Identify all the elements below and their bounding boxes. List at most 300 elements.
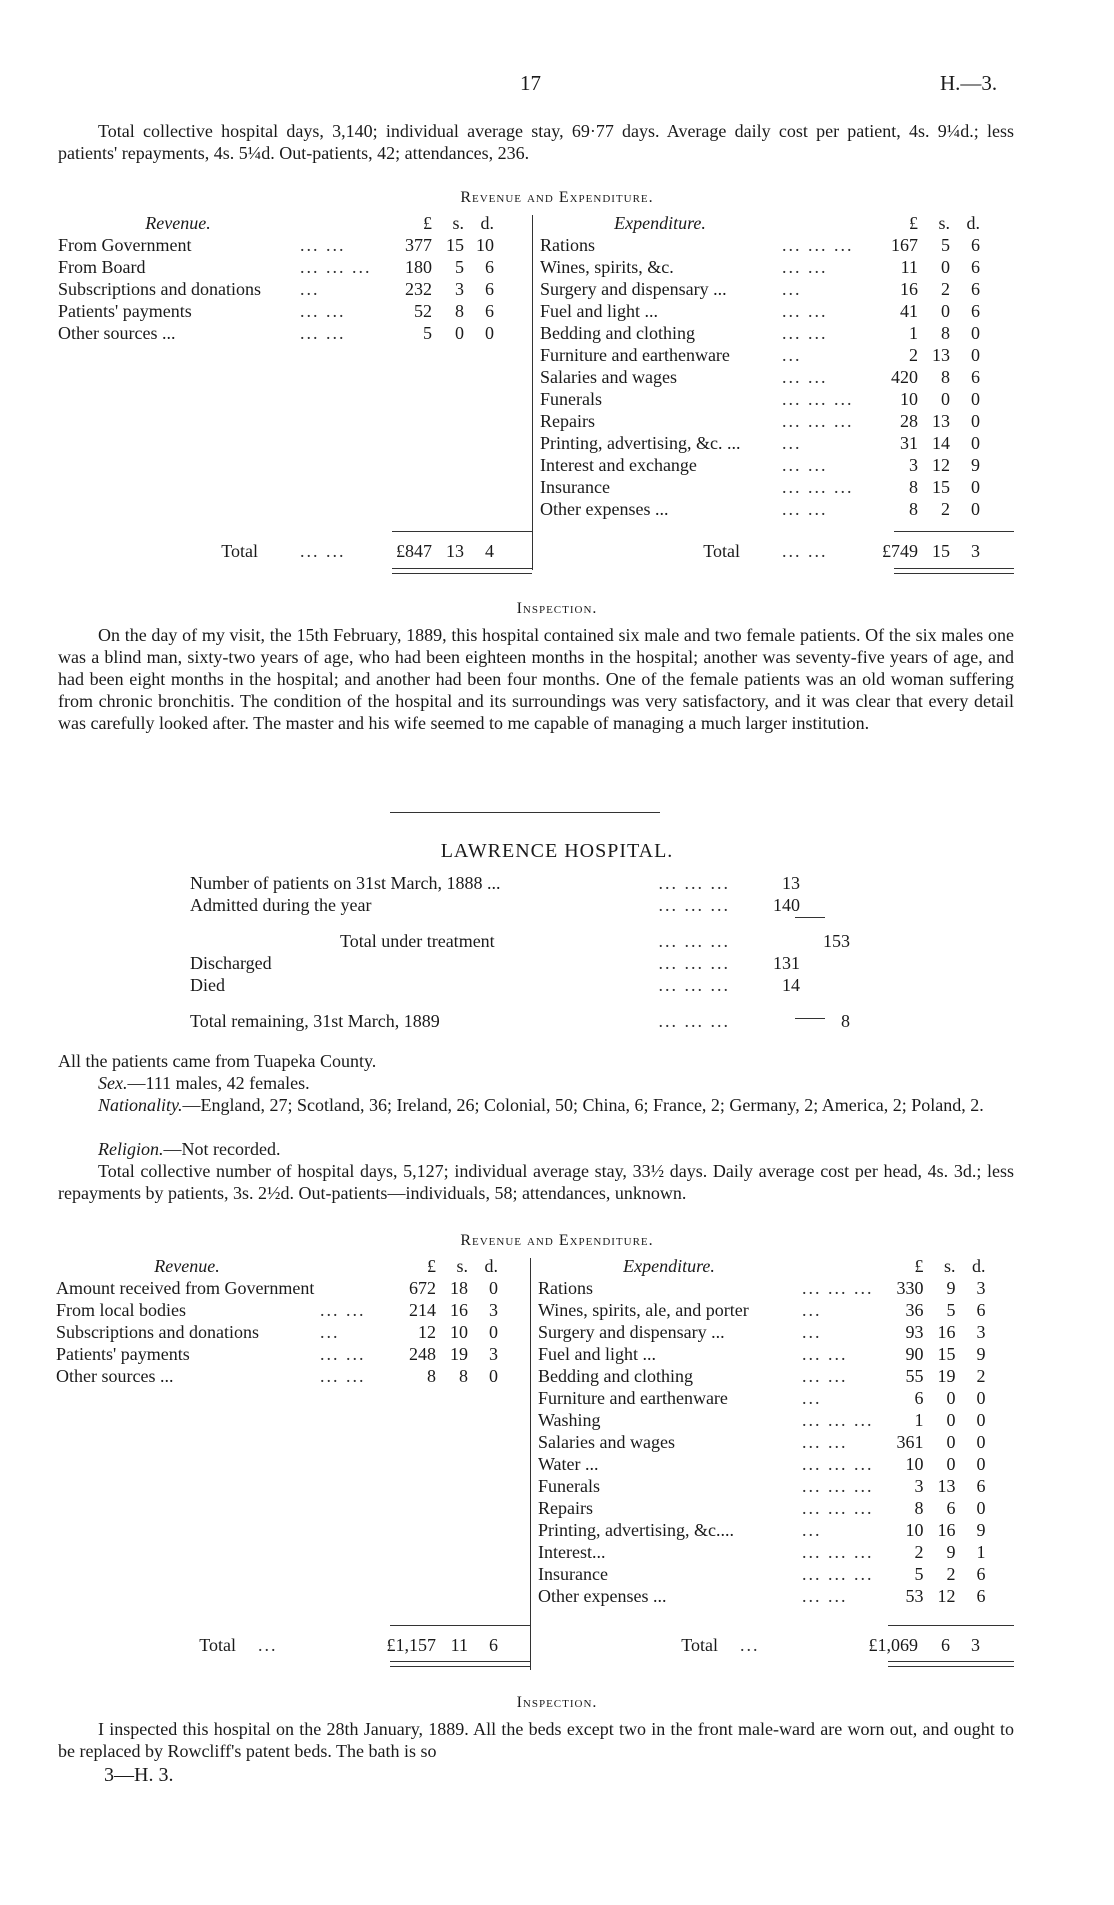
expenditure-header: Expenditure. — [623, 1256, 715, 1276]
expenditure-table-1 — [540, 212, 982, 520]
column-divider — [530, 1258, 531, 1670]
row-label: From Board — [58, 257, 146, 277]
shillings-value: 15 — [932, 477, 950, 497]
pence-value: 6 — [971, 257, 980, 277]
row-label: From local bodies — [56, 1300, 186, 1320]
stat-label: Admitted during the year — [190, 895, 372, 915]
religion-text: —Not recorded. — [163, 1139, 281, 1159]
row-label: Rations — [540, 235, 596, 255]
pence-value: 6 — [485, 279, 494, 299]
expenditure-row — [540, 476, 982, 498]
total-rule — [392, 531, 532, 532]
leader-dots: ... ... ... — [802, 1454, 874, 1474]
pounds-value: 10 — [900, 389, 918, 409]
total-label: Total — [703, 541, 740, 561]
patient-statistics — [190, 872, 850, 1032]
expenditure-row — [538, 1475, 988, 1497]
pounds-value: 248 — [409, 1344, 436, 1364]
row-label: Fuel and light ... — [538, 1344, 656, 1364]
pence-value: 0 — [485, 323, 494, 343]
leader-dots: ... ... ... — [658, 953, 730, 973]
shillings-value: 8 — [459, 1366, 468, 1386]
leader-dots: ... — [802, 1388, 822, 1408]
expenditure-row — [538, 1299, 988, 1321]
leader-dots: ... — [782, 345, 802, 365]
pence-value: 2 — [976, 1366, 986, 1386]
shillings-value: 16 — [937, 1520, 956, 1540]
shillings-value: 8 — [941, 323, 950, 343]
pounds-value: 10 — [905, 1454, 924, 1474]
shillings-value: 8 — [941, 367, 950, 387]
shillings-value: 13 — [932, 411, 950, 431]
leader-dots: ... ... — [802, 1366, 848, 1386]
stat-value: 140 — [773, 895, 800, 915]
double-rule — [888, 1661, 1014, 1667]
leader-dots: ... ... ... — [658, 975, 730, 995]
leader-dots: ... ... — [782, 541, 828, 561]
shillings-value: 0 — [946, 1454, 956, 1474]
religion-line — [58, 1138, 1014, 1160]
shillings-value: 16 — [450, 1300, 468, 1320]
pence-value: 6 — [976, 1476, 986, 1496]
pounds-value: 3 — [909, 455, 918, 475]
leader-dots: ... — [300, 279, 320, 299]
double-rule — [390, 1661, 530, 1667]
expenditure-row — [540, 234, 982, 256]
intro-paragraph: Total collective hospital days, 3,140; individual average stay, 69·77 days. Average daily cost per patient, 4s. 9¼d.; less patients' repayments, 4s. 5¼d. Out-patients, 42; attendances, 236. — [58, 121, 1014, 163]
sex-text: —111 males, 42 females. — [127, 1073, 310, 1093]
pence-value: 1 — [976, 1542, 986, 1562]
pounds-value: 28 — [900, 411, 918, 431]
shillings-value: 15 — [937, 1344, 956, 1364]
leader-dots: ... ... ... — [802, 1498, 874, 1518]
pounds-value: 90 — [905, 1344, 924, 1364]
revenue-row — [56, 1299, 500, 1321]
shillings-value: 0 — [941, 257, 950, 277]
leader-dots: ... ... ... — [658, 873, 730, 893]
pence-value: 3 — [489, 1344, 498, 1364]
revenue-table-1 — [58, 212, 496, 344]
inspection-caption-1: Inspection. — [516, 600, 598, 617]
expenditure-row — [538, 1519, 988, 1541]
inspection-paragraph-1: On the day of my visit, the 15th February, 1889, this hospital contained six male and two female patients. Of the six males one was a blind man, sixty-two years of age, who had been eighteen months in the hospital; another was seventy-five years of age, and had been eight months in the hospital; and another had been four months. One of the female patients was an old woman suffering from chronic bronchitis. The condition of the hospital and its surroundings was very satisfactory, and it was clear that every detail was carefully looked after. The master and his wife seemed to me capable of managing a much larger institution. — [58, 625, 1014, 733]
leader-dots: ... ... ... — [782, 477, 854, 497]
leader-dots: ... ... — [802, 1344, 848, 1364]
row-label: Salaries and wages — [540, 367, 677, 387]
row-label: Bedding and clothing — [540, 323, 695, 343]
total-rule — [888, 1625, 1014, 1626]
pounds-value: 361 — [896, 1432, 924, 1452]
shillings-value: 5 — [455, 257, 464, 277]
inspection-caption-2: Inspection. — [516, 1694, 598, 1711]
pounds-value: 31 — [900, 433, 918, 453]
pence-col-header: d. — [972, 1256, 986, 1276]
expenditure-row — [540, 410, 982, 432]
leader-dots: ... ... — [782, 367, 828, 387]
pence-value: 9 — [976, 1344, 986, 1364]
pounds-value: 330 — [896, 1278, 924, 1298]
expenditure-row — [538, 1277, 988, 1299]
footer-signature: 3—H. 3. — [104, 1764, 174, 1786]
expenditure-row — [540, 366, 982, 388]
pounds-value: 8 — [909, 477, 918, 497]
expenditure-row — [538, 1497, 988, 1519]
pence-value: 6 — [976, 1300, 986, 1320]
pounds-value: 52 — [414, 301, 432, 321]
leader-dots: ... ... — [320, 1344, 366, 1364]
pounds-value: 180 — [405, 257, 432, 277]
revenue-header: Revenue. — [154, 1256, 220, 1276]
total-shillings: 15 — [932, 541, 950, 561]
shillings-value: 18 — [450, 1278, 468, 1298]
pounds-value: 16 — [900, 279, 918, 299]
nationality-line — [58, 1094, 1014, 1116]
leader-dots: ... — [802, 1520, 822, 1540]
row-label: From Government — [58, 235, 192, 255]
total-rule — [390, 1625, 530, 1626]
column-divider — [532, 215, 533, 570]
row-label: Insurance — [540, 477, 610, 497]
leader-dots: ... ... — [782, 301, 828, 321]
row-label: Interest... — [538, 1542, 606, 1562]
shillings-value: 5 — [941, 235, 950, 255]
leader-dots: ... ... — [320, 1366, 366, 1386]
row-label: Amount received from Government — [56, 1278, 315, 1298]
stat-value: 14 — [782, 975, 800, 995]
leader-dots: ... ... ... — [802, 1410, 874, 1430]
total-shillings: 13 — [446, 541, 464, 561]
pounds-value: 167 — [891, 235, 918, 255]
row-label: Wines, spirits, ale, and porter — [538, 1300, 749, 1320]
leader-dots: ... — [782, 433, 802, 453]
stat-value: 13 — [782, 873, 800, 893]
pounds-col-header: £ — [909, 213, 918, 233]
expenditure-row — [540, 498, 982, 520]
shillings-value: 16 — [937, 1322, 956, 1342]
sex-label: Sex. — [98, 1073, 128, 1093]
nationality-text: —England, 27; Scotland, 36; Ireland, 26; Colonial, 50; China, 6; France, 2; Germany, 2; America, 2; Poland, 2. — [182, 1095, 984, 1115]
revenue-row — [56, 1277, 500, 1299]
expenditure-table-2 — [538, 1255, 988, 1607]
leader-dots: ... ... — [320, 1300, 366, 1320]
pence-value: 0 — [971, 345, 980, 365]
double-rule — [392, 568, 532, 574]
pounds-value: 8 — [427, 1366, 436, 1386]
shillings-value: 2 — [946, 1564, 956, 1584]
pounds-value: 6 — [914, 1388, 924, 1408]
shillings-value: 9 — [946, 1278, 956, 1298]
row-label: Surgery and dispensary ... — [538, 1322, 725, 1342]
expenditure-row — [538, 1387, 988, 1409]
shillings-value: 13 — [932, 345, 950, 365]
pence-value: 9 — [976, 1520, 986, 1540]
leader-dots: ... ... ... — [658, 895, 730, 915]
total-pounds: £847 — [396, 541, 432, 561]
pence-value: 0 — [976, 1410, 986, 1430]
shillings-col-header: s. — [456, 1256, 468, 1276]
total-pence: 3 — [971, 1635, 980, 1655]
pounds-value: 53 — [905, 1586, 924, 1606]
revenue-row — [58, 256, 496, 278]
leader-dots: ... ... ... — [802, 1542, 874, 1562]
shillings-value: 19 — [937, 1366, 956, 1386]
total-pence: 6 — [489, 1635, 498, 1655]
pounds-value: 1 — [914, 1410, 924, 1430]
revenue-row — [56, 1321, 500, 1343]
shillings-value: 0 — [946, 1410, 956, 1430]
pounds-value: 12 — [418, 1322, 436, 1342]
stat-label: Discharged — [190, 953, 272, 973]
expenditure-row — [540, 278, 982, 300]
pounds-value: 3 — [914, 1476, 924, 1496]
shillings-value: 5 — [946, 1300, 956, 1320]
row-label: Washing — [538, 1410, 601, 1430]
row-label: Fuel and light ... — [540, 301, 658, 321]
row-label: Subscriptions and donations — [58, 279, 261, 299]
shillings-value: 0 — [941, 301, 950, 321]
pence-col-header: d. — [480, 213, 494, 233]
pence-value: 0 — [489, 1366, 498, 1386]
row-label: Furniture and earthenware — [538, 1388, 728, 1408]
pounds-value: 2 — [909, 345, 918, 365]
total-pounds: £749 — [882, 541, 918, 561]
row-label: Repairs — [540, 411, 595, 431]
religion-label: Religion. — [98, 1139, 164, 1159]
row-label: Other expenses ... — [540, 499, 669, 519]
inspection-paragraph-2: I inspected this hospital on the 28th January, 1889. All the beds except two in the front male-ward are worn out, and ought to be replaced by Rowcliff's patent beds. The bath is so — [58, 1719, 1014, 1761]
leader-dots: ... ... — [802, 1586, 848, 1606]
shillings-value: 0 — [946, 1388, 956, 1408]
pence-value: 10 — [476, 235, 494, 255]
pence-value: 0 — [971, 477, 980, 497]
row-label: Water ... — [538, 1454, 599, 1474]
pounds-value: 93 — [905, 1322, 924, 1342]
expenditure-row — [540, 322, 982, 344]
expenditure-row — [538, 1431, 988, 1453]
pence-value: 6 — [971, 301, 980, 321]
revenue-row — [56, 1365, 500, 1387]
pounds-value: 420 — [891, 367, 918, 387]
leader-dots: ... ... — [782, 499, 828, 519]
leader-dots — [318, 1277, 378, 1299]
pounds-value: 1 — [909, 323, 918, 343]
expenditure-header: Expenditure. — [614, 213, 706, 233]
row-label: Patients' payments — [56, 1344, 190, 1364]
row-label: Funerals — [538, 1476, 600, 1496]
revenue-expenditure-caption-1: Revenue and Expenditure. — [460, 189, 654, 206]
pounds-value: 36 — [905, 1300, 924, 1320]
leader-dots: ... ... ... — [802, 1564, 874, 1584]
leader-dots: ... — [802, 1322, 822, 1342]
stat-value: 131 — [773, 953, 800, 973]
total-label: Total — [221, 541, 258, 561]
leader-dots: ... ... ... — [300, 257, 372, 277]
shillings-col-header: s. — [938, 213, 950, 233]
pounds-value: 8 — [909, 499, 918, 519]
expenditure-total-2 — [538, 1634, 982, 1656]
shillings-value: 14 — [932, 433, 950, 453]
pence-value: 3 — [976, 1322, 986, 1342]
pounds-col-header: £ — [427, 1256, 436, 1276]
total-label: Total — [199, 1635, 236, 1655]
stat-label: Total under treatment — [340, 931, 495, 951]
row-label: Surgery and dispensary ... — [540, 279, 727, 299]
pence-col-header: d. — [484, 1256, 498, 1276]
pence-value: 6 — [971, 367, 980, 387]
leader-dots: ... — [740, 1635, 760, 1655]
revenue-row — [58, 234, 496, 256]
leader-dots: ... ... — [300, 301, 346, 321]
expenditure-row — [540, 388, 982, 410]
total-shillings: 11 — [450, 1635, 468, 1655]
shillings-value: 3 — [455, 279, 464, 299]
revenue-total-1 — [58, 540, 496, 562]
shillings-value: 10 — [450, 1322, 468, 1342]
revenue-total-2 — [56, 1634, 500, 1656]
leader-dots: ... ... — [300, 323, 346, 343]
row-label: Furniture and earthenware — [540, 345, 730, 365]
revenue-table-2 — [56, 1255, 500, 1387]
expenditure-row — [540, 256, 982, 278]
row-label: Wines, spirits, &c. — [540, 257, 674, 277]
stat-label: Total remaining, 31st March, 1889 — [190, 1011, 440, 1031]
leader-dots: ... — [802, 1300, 822, 1320]
pounds-col-header: £ — [914, 1256, 924, 1276]
revenue-row — [58, 278, 496, 300]
pence-value: 3 — [489, 1300, 498, 1320]
row-label: Interest and exchange — [540, 455, 697, 475]
leader-dots: ... ... — [782, 455, 828, 475]
shillings-value: 12 — [932, 455, 950, 475]
row-label: Patients' payments — [58, 301, 192, 321]
leader-dots: ... ... ... — [658, 931, 730, 951]
leader-dots: ... ... — [782, 323, 828, 343]
leader-dots: ... ... — [802, 1432, 848, 1452]
pence-value: 6 — [976, 1564, 986, 1584]
row-label: Bedding and clothing — [538, 1366, 693, 1386]
pence-value: 0 — [489, 1322, 498, 1342]
leader-dots: ... ... ... — [782, 235, 854, 255]
row-label: Funerals — [540, 389, 602, 409]
expenditure-row — [538, 1585, 988, 1607]
shillings-value: 15 — [446, 235, 464, 255]
pence-value: 0 — [971, 433, 980, 453]
row-label: Insurance — [538, 1564, 608, 1584]
county-line: All the patients came from Tuapeka County. — [58, 1051, 377, 1071]
shillings-value: 2 — [941, 499, 950, 519]
expenditure-row — [538, 1409, 988, 1431]
shillings-value: 6 — [946, 1498, 956, 1518]
leader-dots: ... — [320, 1322, 340, 1342]
pounds-value: 5 — [914, 1564, 924, 1584]
leader-dots: ... ... ... — [782, 411, 854, 431]
shillings-col-header: s. — [943, 1256, 956, 1276]
pence-value: 0 — [971, 411, 980, 431]
row-label: Printing, advertising, &c. ... — [540, 433, 741, 453]
total-pounds: £1,069 — [868, 1635, 918, 1655]
pounds-value: 377 — [405, 235, 432, 255]
total-pounds: £1,157 — [386, 1635, 436, 1655]
pence-value: 0 — [971, 323, 980, 343]
nationality-label: Nationality. — [98, 1095, 183, 1115]
expenditure-row — [538, 1453, 988, 1475]
shillings-value: 9 — [946, 1542, 956, 1562]
pence-value: 0 — [976, 1454, 986, 1474]
row-label: Repairs — [538, 1498, 593, 1518]
shillings-value: 0 — [941, 389, 950, 409]
pounds-value: 232 — [405, 279, 432, 299]
pence-value: 0 — [976, 1432, 986, 1452]
pence-value: 0 — [971, 389, 980, 409]
sex-line — [58, 1072, 1014, 1094]
expenditure-row — [540, 432, 982, 454]
row-label: Rations — [538, 1278, 594, 1298]
expenditure-row — [540, 300, 982, 322]
row-label: Salaries and wages — [538, 1432, 675, 1452]
pounds-value: 41 — [900, 301, 918, 321]
pence-value: 3 — [976, 1278, 986, 1298]
stat-value: 153 — [823, 931, 850, 951]
revenue-header: Revenue. — [145, 213, 211, 233]
expenditure-row — [538, 1343, 988, 1365]
shillings-value: 19 — [450, 1344, 468, 1364]
shillings-value: 0 — [946, 1432, 956, 1452]
revenue-row — [56, 1343, 500, 1365]
expenditure-row — [538, 1321, 988, 1343]
sum-rule — [795, 917, 825, 918]
sum-rule — [795, 1018, 825, 1019]
shillings-value: 0 — [455, 323, 464, 343]
pence-value: 6 — [971, 235, 980, 255]
pence-col-header: d. — [966, 213, 980, 233]
stat-label: Died — [190, 975, 225, 995]
pence-value: 6 — [971, 279, 980, 299]
pence-value: 9 — [971, 455, 980, 475]
pounds-value: 10 — [905, 1520, 924, 1540]
stat-label: Number of patients on 31st March, 1888 ... — [190, 873, 501, 893]
total-pence: 3 — [971, 541, 980, 561]
total-shillings: 6 — [941, 1635, 950, 1655]
expenditure-row — [540, 454, 982, 476]
stat-value: 8 — [841, 1011, 850, 1031]
pence-value: 0 — [976, 1388, 986, 1408]
leader-dots: ... ... ... — [802, 1476, 874, 1496]
leader-dots: ... ... ... — [782, 389, 854, 409]
row-label: Printing, advertising, &c.... — [538, 1520, 734, 1540]
pounds-value: 214 — [409, 1300, 436, 1320]
total-label: Total — [681, 1635, 718, 1655]
pounds-value: 672 — [409, 1278, 436, 1298]
document-code: H.—3. — [940, 71, 998, 95]
pence-value: 0 — [976, 1498, 986, 1518]
summary-paragraph: Total collective number of hospital days, 5,127; individual average stay, 33½ days. Daily average cost per head, 4s. 3d.; less repayments by patients, 3s. 2½d. Out-patients—individuals, 58; attendances, unknown. — [58, 1161, 1014, 1203]
pence-value: 6 — [485, 257, 494, 277]
row-label: Subscriptions and donations — [56, 1322, 259, 1342]
row-label: Other sources ... — [58, 323, 176, 343]
pence-value: 0 — [971, 499, 980, 519]
shillings-value: 12 — [937, 1586, 956, 1606]
pounds-value: 11 — [900, 257, 918, 277]
expenditure-row — [540, 344, 982, 366]
leader-dots: ... ... ... — [658, 1011, 730, 1031]
revenue-expenditure-caption-2: Revenue and Expenditure. — [460, 1232, 654, 1249]
shillings-value: 2 — [941, 279, 950, 299]
section-separator — [390, 812, 660, 813]
leader-dots: ... — [258, 1635, 278, 1655]
expenditure-row — [538, 1541, 988, 1563]
revenue-row — [58, 322, 496, 344]
pounds-value: 5 — [423, 323, 432, 343]
